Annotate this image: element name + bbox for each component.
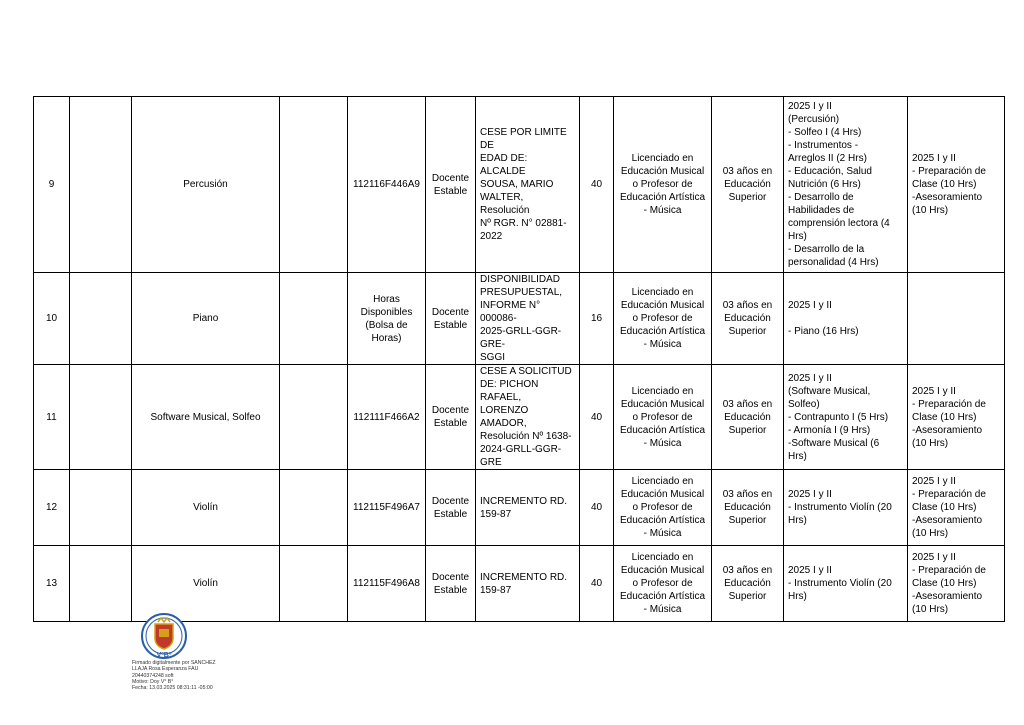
row-number-text: 10 [45, 313, 58, 324]
profile-cell [614, 97, 712, 273]
condition-cell [426, 546, 476, 622]
hours-cell-text: 40 [590, 411, 603, 423]
experience-cell [712, 365, 784, 470]
lective-hours-cell [784, 97, 908, 273]
lective-hours-cell-text: 2025 I y II - Instrumento Violín (20 Hrs) [788, 565, 892, 602]
row-number-text: 9 [48, 179, 55, 190]
lective-hours-cell-text: 2025 I y II (Percusión) - Solfeo I (4 Hrs) - Instrumentos - Arreglos II (2 Hrs) - Educación, Salud Nutrición (6 Hrs) - Desarrollo de Habilidades de comprensión lectora (4 Hrs) - Desarrollo de la personalidad (4 Hrs) [788, 101, 890, 268]
profile-cell-text: Licenciado en Educación Musical o Profesor de Educación Artística - Música [619, 476, 706, 539]
specialty-cell-text: Violín [193, 502, 218, 513]
position-code-cell [348, 273, 426, 365]
seal-label: VºBº [156, 652, 172, 659]
nonlective-hours-cell-text: 2025 I y II - Preparación de Clase (10 Hrs) -Asesoramiento (10 Hrs) [912, 385, 986, 449]
condition-cell-text: Docente Estable [431, 495, 470, 520]
row-number [34, 546, 70, 622]
position-code-cell [348, 546, 426, 622]
table-row [34, 97, 1005, 273]
specialty-cell [132, 97, 280, 273]
condition-cell-text: Docente Estable [431, 306, 470, 331]
vacancy-reason-cell-text: INCREMENTO RD. 159-87 [480, 571, 568, 596]
nonlective-hours-cell [908, 273, 1005, 365]
vacancy-reason-cell [476, 546, 580, 622]
nonlective-hours-cell-text: 2025 I y II - Preparación de Clase (10 Hrs) -Asesoramiento (10 Hrs) [912, 552, 986, 615]
vacancy-reason-cell [476, 273, 580, 365]
table-row [34, 470, 1005, 546]
profile-cell-text: Licenciado en Educación Musical o Profesor de Educación Artística - Música [619, 385, 706, 449]
condition-cell-text: Docente Estable [431, 172, 470, 197]
table-row [34, 546, 1005, 622]
vacancy-reason-cell [476, 365, 580, 470]
hours-cell-text: 40 [590, 179, 603, 190]
vacancy-reason-cell-text: CESE A SOLICITUD DE: PICHON RAFAEL, LORENZO AMADOR, Resolución Nº 1638- 2024-GRLL-GGR-GRE [480, 366, 572, 468]
specialty-cell [132, 365, 280, 470]
profile-cell-text: Licenciado en Educación Musical o Profesor de Educación Artística - Música [619, 552, 706, 615]
position-code-cell-text: 112116F446A9 [353, 179, 420, 190]
empty-cell-a [70, 97, 132, 273]
hours-cell [580, 546, 614, 622]
specialty-cell [132, 546, 280, 622]
row-number-text: 11 [46, 411, 57, 423]
nonlective-hours-cell [908, 546, 1005, 622]
profile-cell [614, 546, 712, 622]
profile-cell [614, 365, 712, 470]
experience-cell-text: 03 años en Educación Superior [722, 398, 773, 436]
table-row [34, 365, 1005, 470]
specialty-cell [132, 470, 280, 546]
row-number-text: 13 [45, 578, 58, 589]
lective-hours-cell [784, 273, 908, 365]
specialty-cell-text: Violín [193, 578, 218, 589]
experience-cell [712, 470, 784, 546]
position-code-cell-text: 112111F466A2 [353, 411, 420, 423]
position-code-cell [348, 97, 426, 273]
empty-cell-b [280, 365, 348, 470]
vacancy-reason-cell-text: CESE POR LIMITE DE EDAD DE: ALCALDE SOUSA, MARIO WALTER, Resolución Nº RGR. N° 02881- 2022 [480, 127, 567, 242]
experience-cell [712, 97, 784, 273]
experience-cell [712, 273, 784, 365]
condition-cell [426, 97, 476, 273]
institution-seal-icon [138, 612, 190, 664]
empty-cell-a [70, 546, 132, 622]
row-number [34, 273, 70, 365]
experience-cell [712, 546, 784, 622]
position-code-cell-text: 112115F496A8 [353, 578, 420, 589]
nonlective-hours-cell [908, 97, 1005, 273]
nonlective-hours-cell [908, 365, 1005, 470]
hours-cell [580, 97, 614, 273]
hours-cell-text: 40 [590, 502, 603, 513]
position-code-cell-text: 112115F496A7 [353, 502, 420, 513]
vacancies-table [33, 96, 1005, 622]
row-number [34, 470, 70, 546]
specialty-cell-text: Percusión [183, 179, 228, 190]
profile-cell [614, 470, 712, 546]
empty-cell-b [280, 546, 348, 622]
vacancy-reason-cell [476, 97, 580, 273]
experience-cell-text: 03 años en Educación Superior [722, 565, 773, 602]
signature-text: Firmado digitalmente por SANCHEZ LLAJA Rosa Esperanza FAU 20440374248 soft Motivo: Doy V° B° Fecha: 13.03.2025 08:31:11 -05:00 [132, 660, 216, 692]
hours-cell [580, 273, 614, 365]
row-number [34, 97, 70, 273]
empty-cell-a [70, 273, 132, 365]
empty-cell-a [70, 470, 132, 546]
lective-hours-cell-text: 2025 I y II - Instrumento Violín (20 Hrs) [788, 489, 892, 526]
lective-hours-cell [784, 365, 908, 470]
profile-cell-text: Licenciado en Educación Musical o Profesor de Educación Artística - Música [619, 287, 706, 350]
experience-cell-text: 03 años en Educación Superior [722, 166, 773, 203]
vacancy-reason-cell-text: INCREMENTO RD. 159-87 [480, 495, 568, 520]
vacancy-reason-cell-text: DISPONIBILIDAD PRESUPUESTAL, INFORME N° 000086- 2025-GRLL-GGR-GRE- SGGI [480, 274, 563, 363]
lective-hours-cell [784, 546, 908, 622]
condition-cell [426, 365, 476, 470]
row-number-text: 12 [45, 502, 58, 513]
hours-cell [580, 470, 614, 546]
nonlective-hours-cell-text: 2025 I y II - Preparación de Clase (10 Hrs) -Asesoramiento (10 Hrs) [912, 476, 986, 539]
condition-cell-text: Docente Estable [431, 571, 470, 596]
hours-cell [580, 365, 614, 470]
position-code-cell [348, 365, 426, 470]
empty-cell-b [280, 97, 348, 273]
nonlective-hours-cell-text: 2025 I y II - Preparación de Clase (10 Hrs) -Asesoramiento (10 Hrs) [912, 153, 986, 216]
condition-cell [426, 470, 476, 546]
vacancy-reason-cell [476, 470, 580, 546]
hours-cell-text: 40 [590, 578, 603, 589]
experience-cell-text: 03 años en Educación Superior [722, 300, 773, 337]
lective-hours-cell-text: 2025 I y II (Software Musical, Solfeo) - Contrapunto I (5 Hrs) - Armonía I (9 Hrs) -Software Musical (6 Hrs) [788, 372, 889, 462]
empty-cell-a [70, 365, 132, 470]
empty-cell-b [280, 470, 348, 546]
table-row [34, 273, 1005, 365]
position-code-cell [348, 470, 426, 546]
lective-hours-cell-text: 2025 I y II - Piano (16 Hrs) [788, 300, 859, 337]
condition-cell-text: Docente Estable [431, 405, 470, 429]
position-code-cell-text: Horas Disponibles (Bolsa de Horas) [360, 293, 413, 344]
experience-cell-text: 03 años en Educación Superior [722, 489, 773, 526]
row-number [34, 365, 70, 470]
empty-cell-b [280, 273, 348, 365]
profile-cell-text: Licenciado en Educación Musical o Profesor de Educación Artística - Música [619, 153, 706, 216]
specialty-cell-text: Software Musical, Solfeo [150, 411, 261, 423]
specialty-cell-text: Piano [192, 313, 219, 324]
hours-cell-text: 16 [590, 313, 603, 324]
specialty-cell [132, 273, 280, 365]
profile-cell [614, 273, 712, 365]
lective-hours-cell [784, 470, 908, 546]
nonlective-hours-cell [908, 470, 1005, 546]
condition-cell [426, 273, 476, 365]
